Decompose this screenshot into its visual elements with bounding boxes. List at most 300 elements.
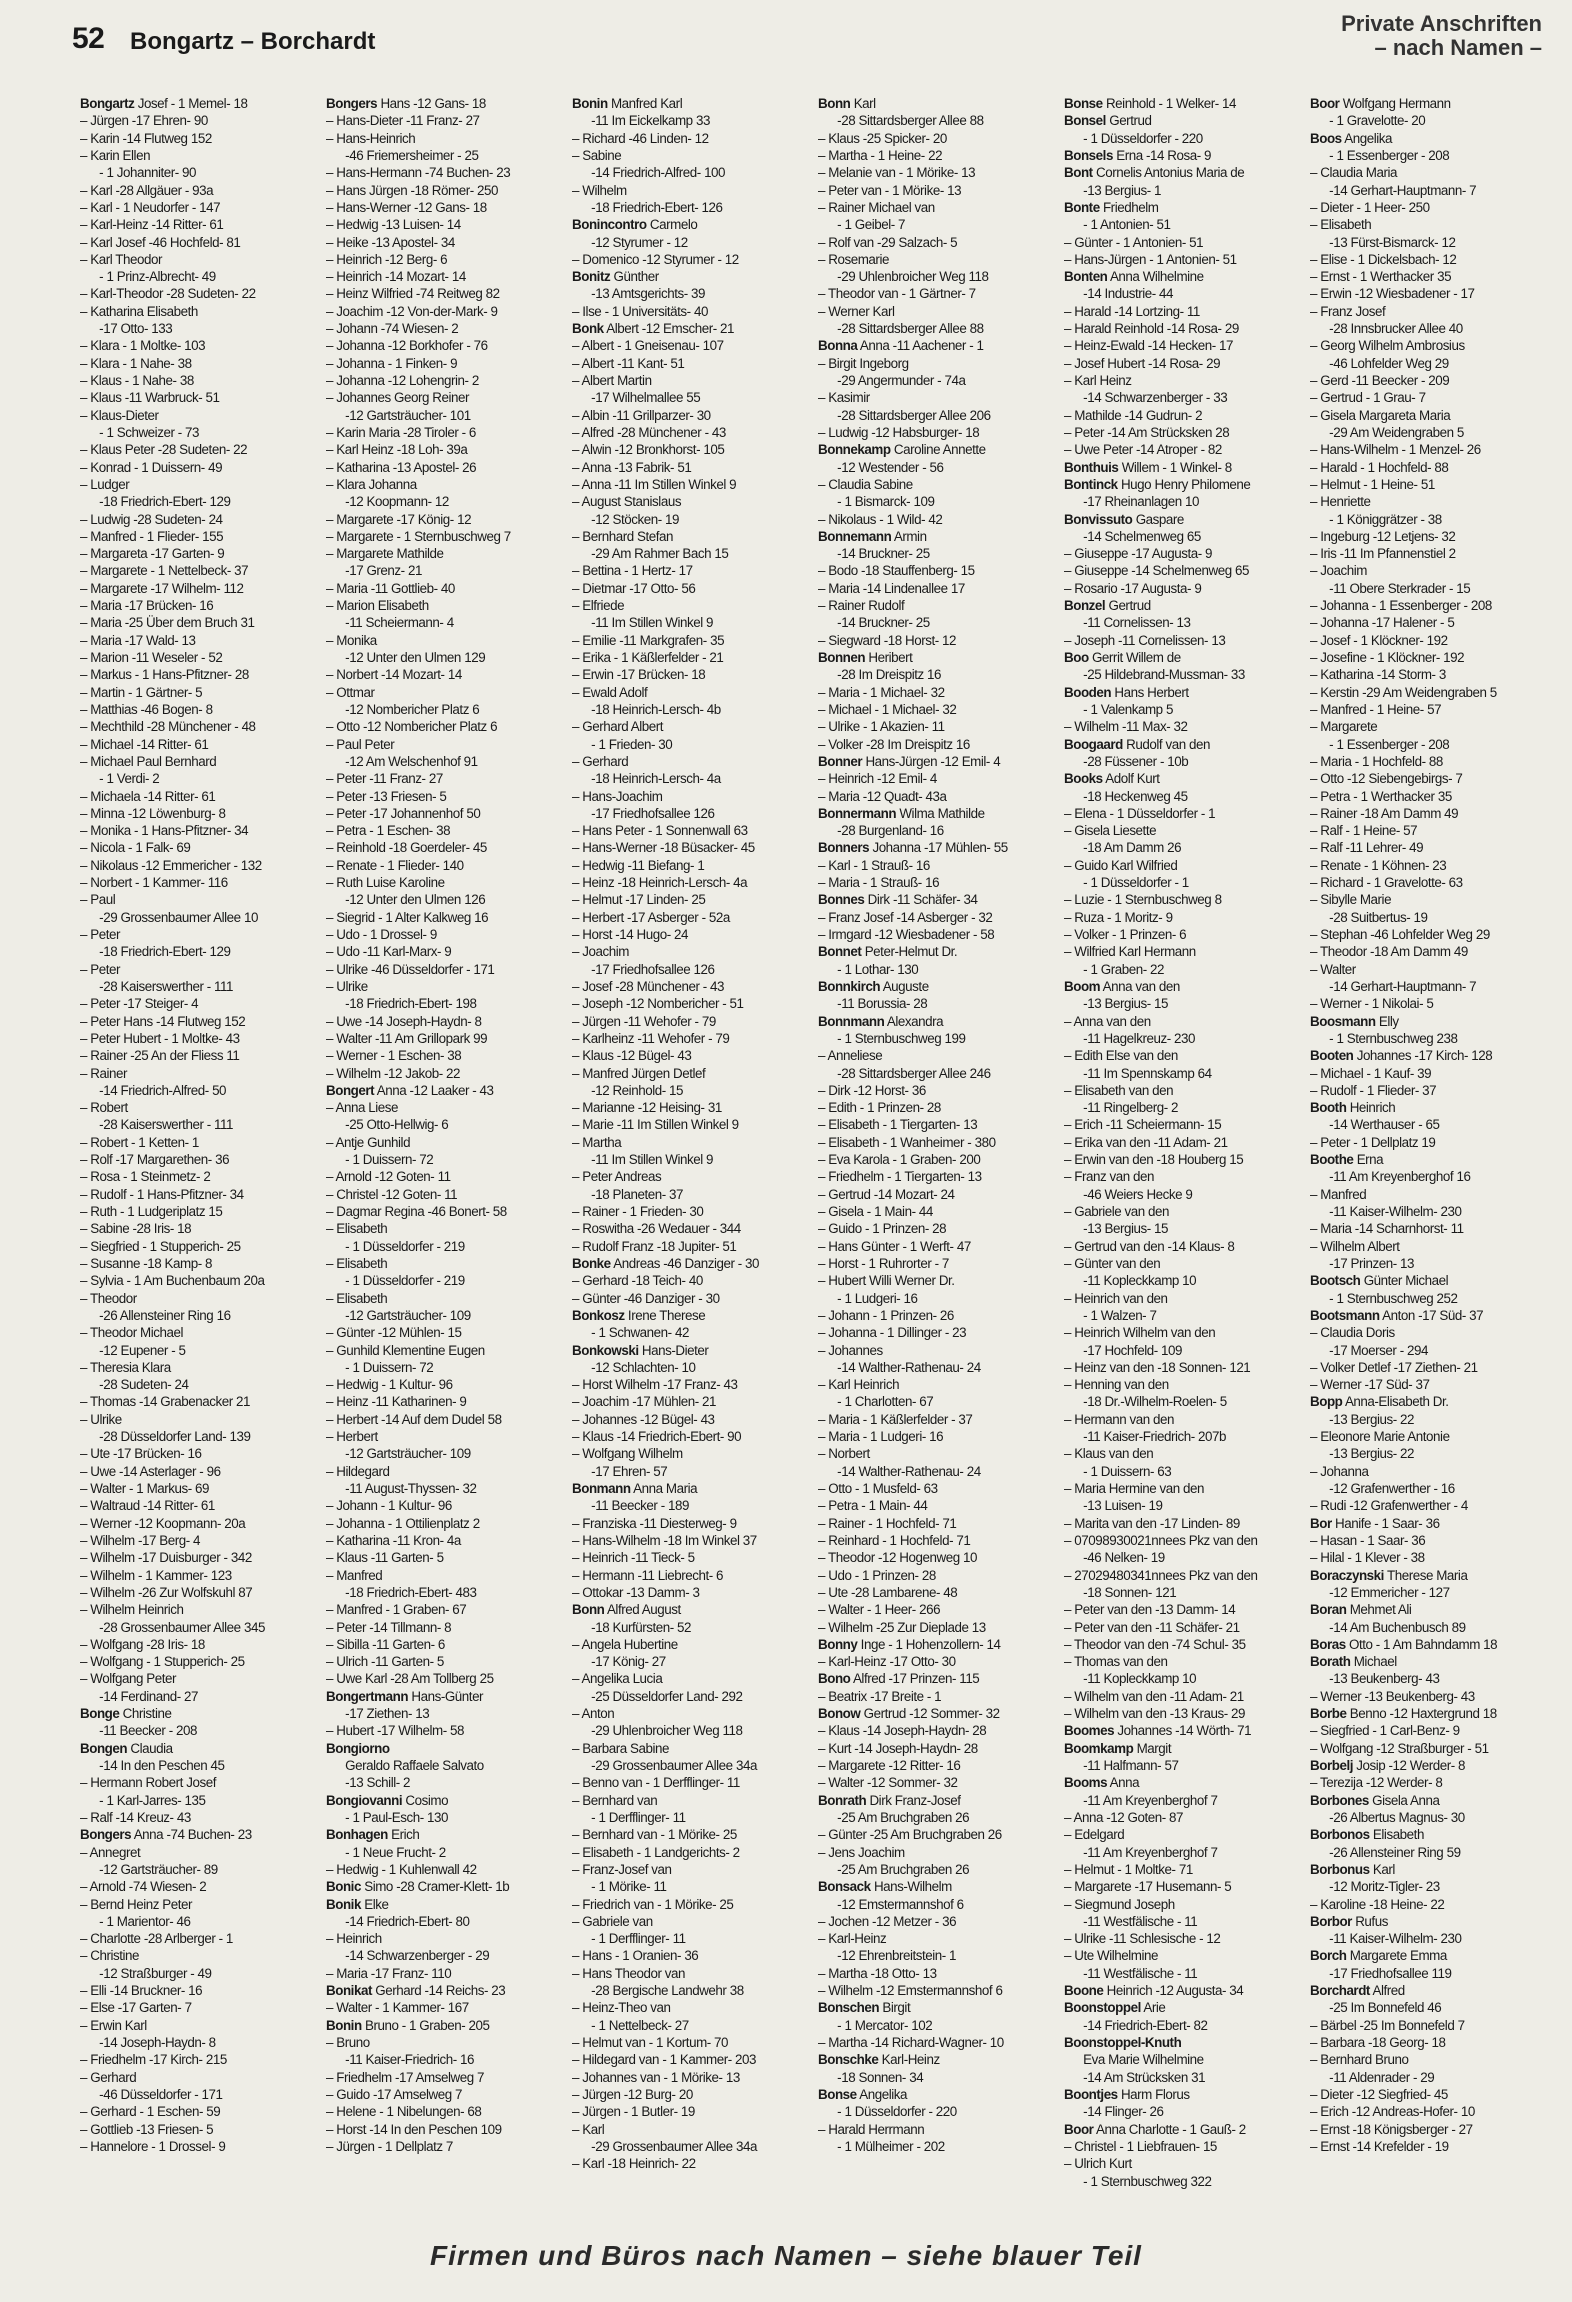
directory-entry — [572, 2103, 814, 2120]
directory-entry — [818, 424, 1060, 441]
entry-text: -17 Hochfeld- 109 — [1064, 1342, 1182, 1358]
directory-entry — [80, 1740, 322, 1757]
directory-entry — [326, 2138, 568, 2155]
entry-text: -18 Kurfürsten- 52 — [572, 1619, 692, 1635]
entry-text: -11 Ringelberg- 2 — [1064, 1100, 1179, 1116]
directory-entry — [326, 2051, 568, 2068]
directory-entry — [326, 164, 568, 181]
directory-entry — [572, 1359, 814, 1376]
section-title — [1341, 12, 1542, 60]
entry-text: -29 Angermunder - 74a — [818, 373, 966, 388]
directory-entry — [818, 147, 1060, 164]
directory-entry — [1064, 1688, 1306, 1705]
entry-text: – Sabine — [572, 147, 622, 163]
directory-entry — [572, 1428, 814, 1445]
entry-text: - 1 Lothar- 130 — [818, 961, 919, 977]
directory-entry — [572, 1947, 814, 1964]
entry-text: – Heinrich -14 Mozart- 14 — [326, 269, 466, 285]
directory-entry — [572, 2051, 814, 2068]
entry-text: – Klaus -14 Friedrich-Ebert- 90 — [572, 1429, 742, 1445]
directory-entry — [80, 1272, 322, 1289]
entry-text: Anna -12 Laaker - 43 — [374, 1082, 494, 1098]
entry-text: – Barbara Sabine — [572, 1740, 670, 1756]
entry-text: – Karl-Heinz -17 Otto- 30 — [818, 1654, 956, 1670]
directory-entry — [818, 649, 1060, 666]
entry-text: -12 Straßburger - 49 — [80, 1965, 212, 1981]
directory-entry — [818, 1428, 1060, 1445]
directory-entry — [326, 1705, 568, 1722]
directory-entry — [80, 1584, 322, 1601]
entry-text: – Monika — [326, 632, 377, 648]
entry-text: – Otto - 1 Musfeld- 63 — [818, 1481, 938, 1496]
entry-text: – Erika - 1 Käßlerfelder - 21 — [572, 650, 724, 665]
directory-entry — [818, 251, 1060, 268]
directory-entry — [818, 355, 1060, 372]
directory-entry — [1064, 1082, 1306, 1099]
directory-entry — [80, 1549, 322, 1566]
entry-text: – Johanna - 1 Finken- 9 — [326, 355, 458, 371]
entry-text: – Volker -28 Im Dreispitz 16 — [818, 736, 970, 752]
directory-entry — [80, 1930, 322, 1947]
entry-text: – Werner - 1 Eschen- 38 — [326, 1048, 462, 1064]
directory-entry — [818, 753, 1060, 770]
directory-entry — [1310, 1861, 1552, 1878]
entry-text: – Karl -18 Heinrich- 22 — [572, 2156, 696, 2172]
entry-text: Gaspare — [1132, 511, 1184, 527]
entry-text: -17 Wilhelmallee 55 — [572, 390, 701, 406]
directory-entry — [326, 2034, 568, 2051]
entry-text: – Karin Ellen — [80, 147, 151, 163]
directory-entry — [80, 1359, 322, 1376]
entry-text: – Ingeburg -12 Letjens- 32 — [1310, 528, 1456, 544]
directory-entry — [326, 476, 568, 493]
entry-text: Alexandra — [884, 1013, 944, 1029]
directory-entry — [1310, 112, 1552, 129]
directory-entry — [80, 1896, 322, 1913]
directory-entry — [326, 857, 568, 874]
directory-entry — [326, 1324, 568, 1341]
directory-entry — [572, 1082, 814, 1099]
directory-entry — [80, 666, 322, 683]
directory-entry — [572, 839, 814, 856]
entry-text: – Wilhelm -11 Max- 32 — [1064, 719, 1188, 735]
entry-text: Hans-Wilhelm — [870, 1879, 952, 1895]
entry-text: – Maria -14 Lindenallee 17 — [818, 580, 965, 596]
entry-text: Bruno - 1 Graben- 205 — [361, 2017, 490, 2033]
entry-text: Mehmet Ali — [1346, 1602, 1412, 1618]
surname: Bongiorno — [326, 1740, 390, 1756]
directory-entry — [818, 2017, 1060, 2034]
directory-entry — [818, 788, 1060, 805]
directory-entry — [326, 1134, 568, 1151]
directory-entry — [1064, 1324, 1306, 1341]
surname: Bonge — [80, 1706, 120, 1722]
directory-entry — [1310, 1290, 1552, 1307]
entry-text: – Rainer Michael van — [818, 199, 935, 215]
surname: Bonthuis — [1064, 459, 1119, 475]
directory-entry — [326, 268, 568, 285]
entry-text: – Hans-Joachim — [572, 788, 663, 804]
directory-entry — [572, 926, 814, 943]
directory-entry — [1310, 1082, 1552, 1099]
entry-text: – Friedhelm -17 Kirch- 215 — [80, 2052, 227, 2068]
directory-entry — [80, 1913, 322, 1930]
directory-entry — [572, 511, 814, 528]
directory-entry — [80, 1186, 322, 1203]
entry-text: – Johanna -12 Lohengrin- 2 — [326, 373, 479, 388]
directory-entry — [818, 926, 1060, 943]
entry-text: – Hermann -11 Liebrecht- 6 — [572, 1567, 724, 1583]
entry-text: – Gerhard - 1 Eschen- 59 — [80, 2104, 221, 2120]
entry-text: – Paul Peter — [326, 736, 395, 752]
entry-text: – Siegfried - 1 Stupperich- 25 — [80, 1238, 241, 1254]
directory-entry — [1310, 909, 1552, 926]
directory-entry — [326, 493, 568, 510]
entry-text: – Eva Karola - 1 Graben- 200 — [818, 1152, 981, 1168]
entry-text: – Herbert -14 Auf dem Dudel 58 — [326, 1411, 502, 1427]
directory-entry — [818, 303, 1060, 320]
directory-entry — [80, 943, 322, 960]
directory-entry — [80, 961, 322, 978]
directory-entry — [326, 736, 568, 753]
entry-text: -11 Am Kreyenberghof 7 — [1064, 1792, 1218, 1808]
entry-text: - 1 Mörike- 11 — [572, 1879, 667, 1895]
entry-text: -29 Am Rahmer Bach 15 — [572, 546, 729, 562]
entry-text: Otto - 1 Am Bahndamm 18 — [1345, 1636, 1498, 1652]
entry-text: Christine — [119, 1706, 172, 1722]
entry-text: -18 Heckenweg 45 — [1064, 788, 1188, 804]
entry-text: -28 Sittardsberger Allee 206 — [818, 407, 991, 423]
entry-text: - 1 Duissern- 63 — [1064, 1463, 1172, 1479]
entry-text: -12 Schlachten- 10 — [572, 1359, 696, 1375]
directory-entry — [80, 1861, 322, 1878]
entry-text: – Maria - 1 Käßlerfelder - 37 — [818, 1411, 973, 1427]
entry-text: – Karl - 1 Neudorfer - 147 — [80, 199, 221, 215]
entry-text: – Klaus -12 Bügel- 43 — [572, 1048, 692, 1064]
entry-text: Birgit — [879, 2000, 911, 2016]
surname: Bonnermann — [818, 805, 897, 821]
entry-text: – Marita van den -17 Linden- 89 — [1064, 1515, 1240, 1531]
directory-entry — [1064, 1342, 1306, 1359]
entry-text: -14 Friedrich-Alfred- 100 — [572, 165, 726, 181]
directory-entry — [326, 1930, 568, 1947]
directory-entry — [818, 112, 1060, 129]
directory-entry — [1310, 1463, 1552, 1480]
entry-text: – Ludwig -12 Habsburger- 18 — [818, 424, 980, 440]
directory-entry — [1064, 1722, 1306, 1739]
entry-text: – Joachim -12 Von-der-Mark- 9 — [326, 303, 498, 319]
entry-text: – Margareta -17 Garten- 9 — [80, 546, 225, 562]
directory-entry — [326, 1463, 568, 1480]
entry-text: Peter-Helmut Dr. — [861, 944, 958, 960]
directory-entry — [80, 1445, 322, 1462]
directory-entry — [1310, 1930, 1552, 1947]
entry-text: – Otto -12 Siebengebirgs- 7 — [1310, 771, 1463, 787]
entry-text: -11 Cornelissen- 13 — [1064, 615, 1191, 631]
entry-text: Erna — [1353, 1152, 1384, 1168]
directory-entry — [80, 1774, 322, 1791]
entry-text: -12 Ehrenbreitstein- 1 — [818, 1948, 957, 1964]
entry-text: – Martha - 1 Heine- 22 — [818, 147, 943, 163]
directory-entry — [80, 493, 322, 510]
directory-entry — [1310, 822, 1552, 839]
entry-text: – Rainer Rudolf — [818, 598, 905, 614]
entry-text: – Walter - 1 Kammer- 167 — [326, 2000, 469, 2016]
directory-entry — [80, 407, 322, 424]
entry-text: - 1 Düsseldorfer - 220 — [1064, 130, 1203, 146]
directory-entry — [1064, 1480, 1306, 1497]
entry-text: Simo -28 Cramer-Klett- 1b — [360, 1879, 510, 1895]
directory-entry — [1310, 1013, 1552, 1030]
entry-text: – Rainer — [80, 1065, 128, 1081]
entry-text: – Martha -14 Richard-Wagner- 10 — [818, 2035, 1004, 2050]
entry-text: Alfred August — [604, 1602, 681, 1618]
entry-text: -18 Heinrich-Lersch- 4b — [572, 701, 721, 717]
entry-text: – Martha -18 Otto- 13 — [818, 1965, 937, 1981]
entry-text: -13 Bergius- 22 — [1310, 1446, 1414, 1462]
directory-entry — [80, 701, 322, 718]
directory-entry — [326, 978, 568, 995]
directory-entry — [572, 1757, 814, 1774]
directory-entry — [1310, 511, 1552, 528]
directory-entry — [1310, 285, 1552, 302]
surname: Booms — [1064, 1775, 1108, 1791]
entry-text: – Klaus -14 Joseph-Haydn- 28 — [818, 1723, 987, 1739]
entry-text: – Ralf - 1 Heine- 57 — [1310, 823, 1418, 839]
entry-text: – Werner - 1 Nikolai- 5 — [1310, 996, 1434, 1012]
directory-entry — [326, 1393, 568, 1410]
entry-text: – Karl Heinz -18 Loh- 39a — [326, 442, 468, 458]
directory-entry — [1310, 995, 1552, 1012]
entry-text: – Ulrike -11 Schlesische - 12 — [1064, 1931, 1221, 1947]
entry-text: – Dirk -12 Horst- 36 — [818, 1082, 926, 1098]
directory-entry — [326, 182, 568, 199]
entry-text: Reinhold - 1 Welker- 14 — [1102, 96, 1237, 111]
directory-entry — [818, 2069, 1060, 2086]
entry-text: – Wolfgang Wilhelm — [572, 1446, 683, 1462]
directory-entry — [326, 355, 568, 372]
entry-text: -14 Bruckner- 25 — [818, 615, 930, 631]
entry-text: – Wilhelm — [572, 182, 627, 198]
entry-text: Claudia — [127, 1740, 173, 1756]
directory-entry — [1064, 1844, 1306, 1861]
directory-entry — [326, 1411, 568, 1428]
surname: Bonner — [818, 753, 863, 769]
directory-entry — [572, 822, 814, 839]
directory-entry — [572, 1584, 814, 1601]
surname: Bonkosz — [572, 1307, 625, 1323]
directory-entry — [80, 441, 322, 458]
directory-entry — [1310, 839, 1552, 856]
directory-entry — [1064, 1393, 1306, 1410]
directory-entry — [818, 1030, 1060, 1047]
entry-text: – Bettina - 1 Hertz- 17 — [572, 563, 693, 579]
directory-entry — [1064, 753, 1306, 770]
directory-entry — [572, 666, 814, 683]
directory-entry — [326, 1238, 568, 1255]
directory-entry — [1310, 147, 1552, 164]
entry-text: – Jürgen -12 Burg- 20 — [572, 2086, 693, 2102]
entry-text: – Karl -28 Allgäuer - 93a — [80, 182, 214, 198]
directory-entry — [1064, 1411, 1306, 1428]
directory-entry — [1310, 1740, 1552, 1757]
entry-text: Alfred -17 Prinzen- 115 — [850, 1671, 980, 1687]
directory-entry — [1310, 424, 1552, 441]
entry-text: -11 Borussia- 28 — [818, 996, 928, 1012]
entry-text: -28 Sittardsberger Allee 246 — [818, 1065, 991, 1081]
directory-entry — [326, 562, 568, 579]
directory-entry — [818, 2086, 1060, 2103]
directory-entry — [1310, 1445, 1552, 1462]
surname: Boonstoppel-Knuth — [1064, 2035, 1182, 2050]
directory-entry — [326, 1636, 568, 1653]
surname: Boogaard — [1064, 736, 1123, 752]
directory-entry — [818, 441, 1060, 458]
entry-text: – Norbert -14 Mozart- 14 — [326, 667, 462, 683]
surname: Bonin — [572, 96, 608, 111]
directory-entry — [326, 511, 568, 528]
entry-text: Erich — [387, 1827, 420, 1843]
directory-entry — [1064, 1567, 1306, 1584]
entry-text: Gertrud -12 Sommer- 32 — [860, 1706, 1000, 1722]
entry-text: -11 Scheiermann- 4 — [326, 615, 454, 631]
directory-entry — [572, 1497, 814, 1514]
directory-entry — [326, 1861, 568, 1878]
surname: Borch — [1310, 1948, 1347, 1964]
directory-entry — [1310, 164, 1552, 181]
entry-text: -25 Am Bruchgraben 26 — [818, 1809, 970, 1825]
entry-text: – Antje Gunhild — [326, 1134, 411, 1150]
surname: Bonin — [326, 2017, 362, 2033]
entry-text: – Emilie -11 Markgrafen- 35 — [572, 632, 725, 648]
directory-entry — [326, 753, 568, 770]
entry-text: – Erwin -12 Wiesbadener - 17 — [1310, 286, 1475, 302]
directory-entry — [572, 1670, 814, 1687]
entry-text: – Johann -74 Wiesen- 2 — [326, 321, 459, 337]
entry-text: -12 Stöcken- 19 — [572, 511, 679, 527]
entry-text: – Wolfgang Peter — [80, 1671, 177, 1687]
entry-text: -29 Uhlenbroicher Weg 118 — [572, 1723, 743, 1739]
entry-text: – Friedhelm -17 Amselweg 7 — [326, 2069, 484, 2085]
directory-entry — [1310, 614, 1552, 631]
entry-text: - 1 Duissern- 72 — [326, 1359, 434, 1375]
entry-text: – Ulrich Kurt — [1064, 2156, 1132, 2172]
entry-text: – Hans - 1 Oranien- 36 — [572, 1948, 699, 1964]
entry-text: – Heinz Wilfried -74 Reitweg 82 — [326, 286, 500, 302]
entry-text: Dirk Franz-Josef — [866, 1792, 961, 1808]
directory-entry — [80, 891, 322, 908]
directory-entry — [572, 1238, 814, 1255]
directory-entry — [1064, 251, 1306, 268]
directory-entry — [326, 1497, 568, 1514]
entry-text: -13 Bergius- 22 — [1310, 1411, 1414, 1427]
directory-entry — [80, 355, 322, 372]
entry-text: – Gertrud -14 Mozart- 24 — [818, 1186, 955, 1202]
entry-text: - 1 Essenberger - 208 — [1310, 736, 1450, 752]
directory-entry — [818, 1290, 1060, 1307]
directory-entry — [1310, 2034, 1552, 2051]
entry-text: – Peter -13 Friesen- 5 — [326, 788, 447, 804]
entry-text: – Hedwig - 1 Kuhlenwall 42 — [326, 1861, 477, 1877]
directory-entry — [572, 1705, 814, 1722]
directory-entry — [326, 320, 568, 337]
surname: Bongert — [326, 1082, 375, 1098]
entry-text: – Karl Heinz — [1064, 373, 1132, 388]
directory-entry — [572, 147, 814, 164]
directory-entry — [80, 1220, 322, 1237]
directory-entry — [818, 1238, 1060, 1255]
directory-entry — [1310, 961, 1552, 978]
entry-text: – Friedrich van - 1 Mörike- 25 — [572, 1896, 734, 1912]
entry-text: -29 Uhlenbroicher Weg 118 — [818, 269, 989, 285]
directory-entry — [572, 1116, 814, 1133]
entry-text: – Gerhard Albert — [572, 719, 664, 735]
directory-entry — [1310, 2069, 1552, 2086]
entry-text: - 1 Verdi- 2 — [80, 771, 160, 787]
directory-entry — [1310, 1480, 1552, 1497]
entry-text: – Harald -14 Lortzing- 11 — [1064, 303, 1200, 319]
directory-entry — [1310, 389, 1552, 406]
directory-entry — [1064, 1013, 1306, 1030]
directory-entry — [818, 1653, 1060, 1670]
directory-entry — [572, 1982, 814, 1999]
entry-text: – Wilfried Karl Hermann — [1064, 944, 1196, 960]
entry-text: -11 Kaiser-Wilhelm- 230 — [1310, 1931, 1462, 1947]
entry-text: – Walter -11 Am Grillopark 99 — [326, 1030, 488, 1046]
directory-entry — [80, 1601, 322, 1618]
entry-text: – Anneliese — [818, 1048, 883, 1064]
directory-entry — [1064, 1151, 1306, 1168]
entry-text: – Ute -28 Lambarene- 48 — [818, 1584, 958, 1600]
directory-entry — [818, 684, 1060, 701]
entry-text: – Katharina -13 Apostel- 26 — [326, 459, 477, 475]
directory-entry — [1310, 130, 1552, 147]
directory-entry — [1310, 1878, 1552, 1895]
entry-text: – Franz van den — [1064, 1169, 1155, 1185]
directory-entry — [1310, 1272, 1552, 1289]
entry-text: – Peter — [80, 927, 121, 942]
surname: Bonow — [818, 1706, 861, 1722]
directory-entry — [1310, 1065, 1552, 1082]
directory-entry — [80, 1567, 322, 1584]
entry-text: Anna — [1107, 1775, 1140, 1791]
entry-text: – Wolfgang -28 Iris- 18 — [80, 1636, 205, 1652]
directory-entry — [80, 2103, 322, 2120]
entry-text: – Helmut -17 Linden- 25 — [572, 892, 706, 908]
entry-text: -25 Otto-Hellwig- 6 — [326, 1117, 449, 1133]
surname: Bonna — [818, 338, 858, 354]
directory-entry — [80, 1532, 322, 1549]
entry-text: – Marie -11 Im Stillen Winkel 9 — [572, 1117, 739, 1133]
surname: Bongartz — [80, 96, 135, 111]
directory-entry — [80, 2051, 322, 2068]
entry-text: -12 Grafenwerther - 16 — [1310, 1481, 1455, 1496]
directory-entry — [1310, 234, 1552, 251]
entry-text: – Klaus -11 Warbruck- 51 — [80, 390, 220, 406]
entry-text: – Joachim — [1310, 563, 1367, 579]
directory-entry — [326, 1722, 568, 1739]
entry-text: – Manfred - 1 Heine- 57 — [1310, 701, 1442, 717]
directory-entry — [80, 337, 322, 354]
directory-entry — [1310, 891, 1552, 908]
entry-text: – Gertrud - 1 Grau- 7 — [1310, 390, 1426, 406]
directory-entry — [1310, 1116, 1552, 1133]
directory-entry — [1310, 1896, 1552, 1913]
directory-entry — [1064, 355, 1306, 372]
directory-entry — [572, 1878, 814, 1895]
entry-text: – Margarete Mathilde — [326, 546, 444, 562]
entry-text: Gisela Anna — [1368, 1792, 1440, 1808]
